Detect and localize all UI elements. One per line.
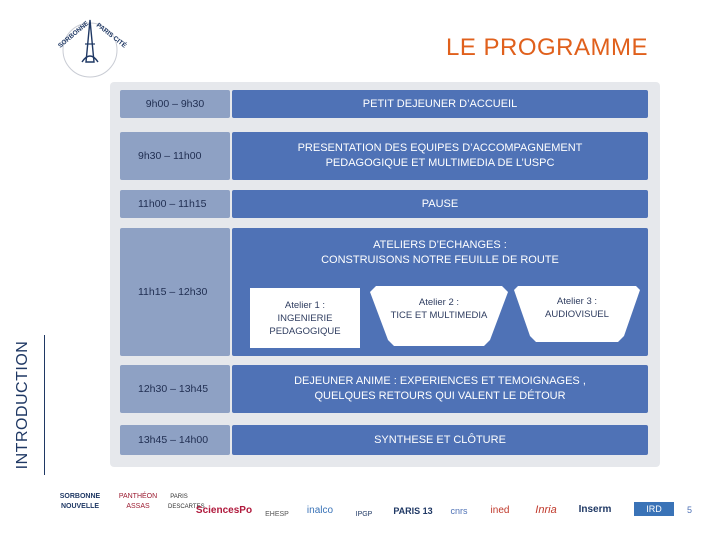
svg-text:PARIS CITÉ: PARIS CITÉ: [94, 21, 128, 50]
partner-logo-3: PARIS DESCARTES: [168, 494, 205, 510]
partner-logo-10: ined: [490, 505, 510, 516]
page-number: 5: [686, 505, 692, 515]
workshop-3-line1: Atelier 3 :: [556, 296, 598, 307]
agenda-item-1: PETIT DEJEUNER D’ACCUEIL: [232, 90, 648, 118]
section-divider: [44, 335, 45, 475]
agenda-item-6: SYNTHESE ET CLÔTURE: [232, 425, 648, 455]
page-title: LE PROGRAMME: [445, 34, 648, 61]
agenda-item-4-line2: CONSTRUISONS NOTRE FEUILLE DE ROUTE: [321, 254, 559, 266]
partner-logo-2: PANTHÉON ASSAS: [118, 493, 158, 510]
agenda-item-5: [232, 365, 648, 413]
partner-logo-7: IPGP: [355, 511, 373, 518]
partner-logo-8: PARIS 13: [393, 506, 433, 516]
agenda-item-5-line2: QUELQUES RETOURS QUI VALENT LE DÉTOUR: [314, 390, 566, 402]
partner-logo-4: SciencesPo: [195, 505, 253, 516]
time-slot-6: 13h45 – 14h00: [120, 425, 230, 455]
time-slot-1: 9h00 – 9h30: [120, 90, 230, 118]
time-slot-2: 9h30 – 11h00: [120, 132, 230, 180]
partner-logo-5: EHESP: [265, 511, 289, 518]
time-slot-4: 11h15 – 12h30: [120, 228, 230, 356]
time-slot-3: 11h00 – 11h15: [120, 190, 230, 218]
partner-logo-6: inalco: [306, 505, 334, 516]
workshop-2: [370, 286, 508, 332]
workshop-2-line2: TICE ET MULTIMEDIA: [390, 310, 488, 321]
partner-logo-13: IRD: [634, 502, 674, 516]
workshop-3-line2: AUDIOVISUEL: [545, 309, 609, 320]
svg-text:SORBONNE: SORBONNE: [57, 20, 91, 50]
workshop-1-line3: PEDAGOGIQUE: [269, 325, 341, 337]
workshop-3: [514, 286, 640, 330]
agenda-item-2-line2: PEDAGOGIQUE ET MULTIMEDIA DE L’USPC: [325, 157, 555, 169]
sorbonne-paris-cite-logo: [52, 14, 130, 80]
partner-logos: [50, 488, 690, 532]
agenda-item-4-line1: ATELIERS D’ECHANGES :: [373, 239, 507, 251]
section-label: INTRODUCTION: [14, 340, 31, 470]
workshop-1-line2: INGENIERIE: [277, 312, 333, 324]
partner-logo-9: cnrs: [450, 506, 468, 516]
workshop-2-line1: Atelier 2 :: [418, 297, 460, 308]
workshop-1: [250, 288, 360, 348]
agenda-item-2-line1: PRESENTATION DES EQUIPES D’ACCOMPAGNEMENT: [297, 142, 583, 154]
time-slot-5: 12h30 – 13h45: [120, 365, 230, 413]
agenda-item-5-line1: DEJEUNER ANIME : EXPERIENCES ET TEMOIGNAGES ,: [294, 375, 586, 387]
partner-logo-11: Inria: [535, 504, 557, 516]
partner-logo-1: SORBONNE NOUVELLE: [59, 493, 101, 510]
agenda-item-2: [232, 132, 648, 180]
partner-logo-12: Inserm: [578, 504, 612, 515]
agenda-item-3: PAUSE: [232, 190, 648, 218]
workshop-1-line1: Atelier 1 :: [284, 299, 326, 311]
section-label-container: [0, 330, 46, 480]
